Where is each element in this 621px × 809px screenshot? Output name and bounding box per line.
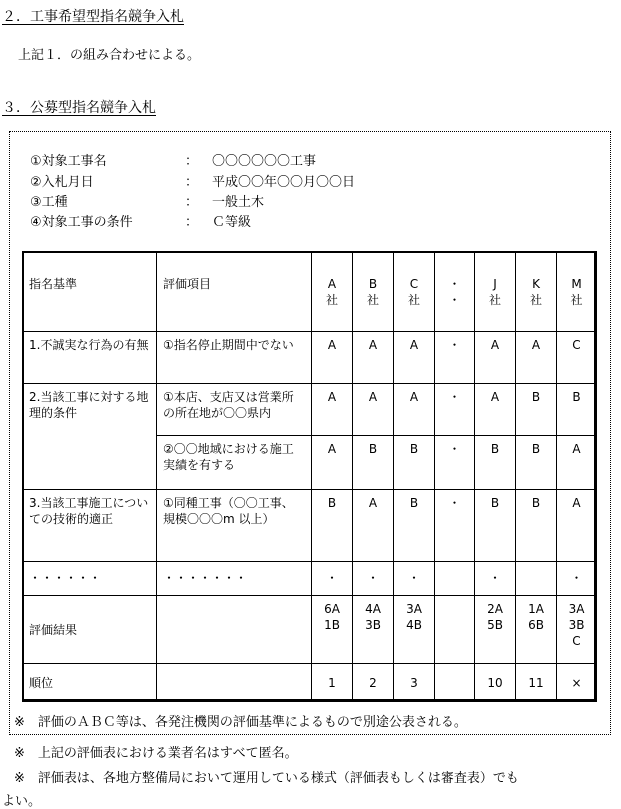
footnote: ※ 上記の評価表における業者名はすべて匿名。 — [14, 746, 298, 761]
rank-cell: 10 — [475, 664, 516, 702]
footnote: ※ 評価表は、各地方整備局において運用している様式（評価表もしくは審査表）でも — [14, 771, 519, 786]
grade-cell: B — [394, 436, 435, 490]
rank-cell: 11 — [516, 664, 557, 702]
grade-cell: A — [557, 436, 597, 490]
evaluation-table — [22, 251, 597, 702]
condition-value: 平成〇〇年〇〇月〇〇日 — [212, 175, 356, 190]
rank-cell: 2 — [353, 664, 394, 702]
header-company: C 社 — [394, 252, 435, 332]
grade-cell: ・ — [435, 384, 475, 436]
grade-cell: B — [516, 384, 557, 436]
condition-label: ④対象工事の条件 — [30, 215, 133, 230]
header-company-ellipsis: ・ ・ — [435, 252, 475, 332]
result-cell — [435, 596, 475, 664]
section3-heading: ３．公募型指名競争入札 — [2, 100, 156, 116]
condition-separator: ： — [185, 175, 199, 190]
grade-cell: A — [312, 384, 353, 436]
grade-cell: A — [353, 490, 394, 562]
header-company: K 社 — [516, 252, 557, 332]
condition-value: Ｃ等級 — [212, 215, 252, 230]
table-row — [23, 332, 597, 384]
grade-cell: B — [312, 490, 353, 562]
item-cell: ①同種工事（〇〇工事、規模〇〇〇m 以上） — [157, 490, 312, 562]
condition-separator: ： — [185, 154, 199, 169]
table-row — [23, 384, 597, 436]
grade-cell: A — [516, 332, 557, 384]
grade-cell: A — [353, 332, 394, 384]
table-row — [23, 562, 597, 596]
grade-cell: A — [312, 332, 353, 384]
rank-cell: × — [557, 664, 597, 702]
grade-cell: B — [394, 490, 435, 562]
header-row — [23, 252, 597, 332]
criteria-cell: ・・・・・・ — [23, 562, 157, 596]
grade-cell: ・ — [435, 436, 475, 490]
grade-cell: ・ — [353, 562, 394, 596]
grade-cell: A — [394, 332, 435, 384]
grade-cell: A — [475, 384, 516, 436]
rank-label: 順位 — [23, 664, 157, 702]
footnote-continuation: よい。 — [2, 794, 42, 809]
result-empty-cell — [157, 596, 312, 664]
result-cell: 6A 1B — [312, 596, 353, 664]
grade-cell: ・ — [435, 332, 475, 384]
grade-cell: B — [516, 490, 557, 562]
item-cell: ①本店、支店又は営業所の所在地が〇〇県内 — [157, 384, 312, 436]
result-cell: 2A 5B — [475, 596, 516, 664]
grade-cell: ・ — [312, 562, 353, 596]
result-cell: 3A 4B — [394, 596, 435, 664]
condition-separator: ： — [185, 215, 199, 230]
condition-value: 〇〇〇〇〇〇工事 — [212, 154, 317, 169]
header-company: M 社 — [557, 252, 597, 332]
grade-cell: B — [516, 436, 557, 490]
grade-cell: ・ — [475, 562, 516, 596]
grade-cell: C — [557, 332, 597, 384]
grade-cell: B — [475, 436, 516, 490]
condition-label: ③工種 — [30, 195, 68, 210]
header-company: A 社 — [312, 252, 353, 332]
header-company: J 社 — [475, 252, 516, 332]
item-cell: ・・・・・・・ — [157, 562, 312, 596]
grade-cell: ・ — [435, 490, 475, 562]
grade-cell: B — [353, 436, 394, 490]
grade-cell: A — [557, 490, 597, 562]
rank-cell: 3 — [394, 664, 435, 702]
grade-cell: B — [557, 384, 597, 436]
criteria-cell: 1.不誠実な行為の有無 — [23, 332, 157, 384]
item-cell: ①指名停止期間中でない — [157, 332, 312, 384]
condition-separator: ： — [185, 195, 199, 210]
grade-cell — [516, 562, 557, 596]
section2-body: 上記１．の組み合わせによる。 — [18, 48, 201, 63]
grade-cell: A — [312, 436, 353, 490]
item-cell: ②〇〇地域における施工実績を有する — [157, 436, 312, 490]
grade-cell: A — [394, 384, 435, 436]
rank-empty-cell — [157, 664, 312, 702]
result-cell: 3A 3B C — [557, 596, 597, 664]
box-footnote: ※ 評価のＡＢＣ等は、各発注機関の評価基準によるもので別途公表される。 — [14, 715, 467, 730]
condition-value: 一般土木 — [212, 195, 265, 210]
grade-cell: A — [353, 384, 394, 436]
grade-cell: ・ — [557, 562, 597, 596]
result-cell: 4A 3B — [353, 596, 394, 664]
result-cell: 1A 6B — [516, 596, 557, 664]
rank-cell — [435, 664, 475, 702]
table-row — [23, 490, 597, 562]
header-criteria: 指名基準 — [23, 252, 157, 332]
section2-heading: ２．工事希望型指名競争入札 — [2, 9, 184, 25]
grade-cell — [435, 562, 475, 596]
grade-cell: ・ — [394, 562, 435, 596]
condition-label: ①対象工事名 — [30, 154, 107, 169]
result-row — [23, 596, 597, 664]
criteria-cell: 2.当該工事に対する地理的条件 — [23, 384, 157, 490]
grade-cell: A — [475, 332, 516, 384]
grade-cell: B — [475, 490, 516, 562]
rank-cell: 1 — [312, 664, 353, 702]
criteria-cell: 3.当該工事施工についての技術的適正 — [23, 490, 157, 562]
condition-label: ②入札月日 — [30, 175, 94, 190]
rank-row — [23, 664, 597, 702]
header-item: 評価項目 — [157, 252, 312, 332]
result-label: 評価結果 — [23, 596, 157, 664]
header-company: B 社 — [353, 252, 394, 332]
